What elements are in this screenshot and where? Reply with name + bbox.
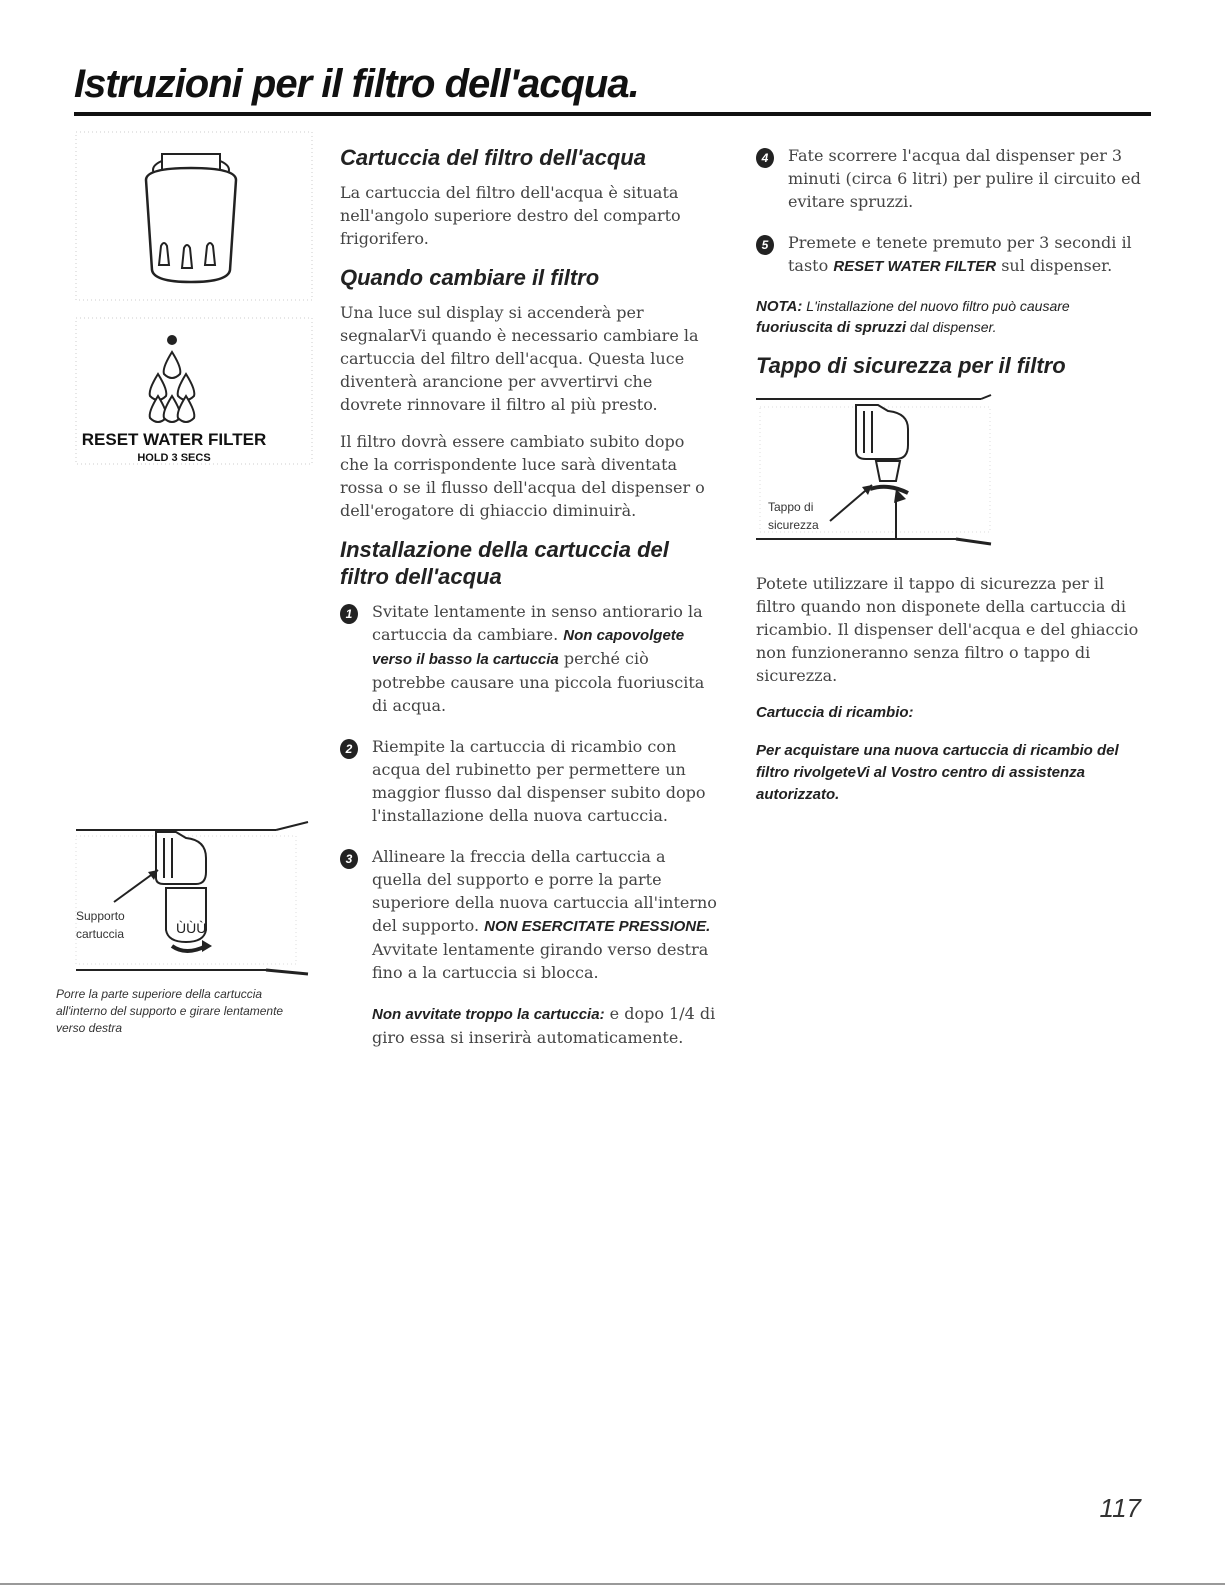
step4-text: Fate scorrere l'acqua dal dispenser per 3 minuti (circa 6 litri) per pulire il circuito ed evitare spruzzi. (788, 146, 1141, 211)
support-illustration-block (56, 818, 316, 1037)
text-quando-1: Una luce sul display si accenderà per segnalarVi quando è necessario cambiare la cartuccia del filtro dell'acqua. Questa luce diventerà arancione per avvertirvi che dovrete rinnovare il filtro al più presto. (340, 303, 699, 414)
page-number: 117 (1099, 1493, 1141, 1523)
reset-sub-label: HOLD 3 SECS (137, 452, 211, 464)
step-number-5: 5 (756, 235, 774, 255)
step3-text-a: Allineare la freccia della cartuccia a quella del supporto e porre la parte superiore della nuova cartuccia all'interno del supporto. (372, 847, 717, 935)
note-overtighten (340, 1002, 718, 1049)
nota-label: NOTA: (756, 298, 803, 315)
heading-cartuccia: Cartuccia del filtro dell'acqua (340, 145, 646, 170)
title-rule (74, 112, 1151, 116)
text-cartuccia: La cartuccia del filtro dell'acqua è situata nell'angolo superiore destro del comparto frigorifero. (340, 183, 681, 248)
step1-text-c: perché ciò potrebbe causare una piccola fuoriuscita di acqua. (372, 649, 705, 715)
step-number-2: 2 (340, 739, 358, 759)
cap-label-1: Tappo di (768, 500, 814, 514)
reset-label: RESET WATER FILTER (81, 430, 267, 449)
step-5 (756, 231, 1146, 278)
nota-text-2: dal dispenser. (906, 319, 997, 335)
heading-installazione: Installazione della cartuccia del filtro dell'acqua (340, 537, 669, 589)
heading-ricambio: Cartuccia di ricambio: (756, 704, 914, 721)
text-tappo: Potete utilizzare il tappo di sicurezza per il filtro quando non disponete della cartuccia di ricambio. Il dispenser dell'acqua e del ghiaccio non funzioneranno senza filtro o tappo di sicurezza. (756, 574, 1139, 685)
step-1 (340, 600, 718, 717)
svg-text:ÙÙÙ: ÙÙÙ (176, 920, 207, 936)
support-cartridge-illustration (56, 818, 311, 978)
step-number-1: 1 (340, 604, 358, 624)
step5-text-bold: RESET WATER FILTER (833, 258, 997, 275)
step-4 (756, 144, 1146, 213)
step-2 (340, 735, 718, 827)
nota-text-1: L'installazione del nuovo filtro può causare (802, 298, 1070, 314)
step3-text-c: Avvitate lentamente girando verso destra fino a la cartuccia si blocca. (372, 940, 709, 982)
support-label-2: cartuccia (76, 927, 125, 941)
safety-cap-illustration (756, 389, 1006, 554)
step3-text-bold: NON ESERCITATE PRESSIONE. (484, 918, 711, 935)
note-text: e dopo 1/4 di giro essa si inserirà automaticamente. (372, 1004, 716, 1047)
heading-tappo: Tappo di sicurezza per il filtro (756, 353, 1066, 378)
step2-text: Riempite la cartuccia di ricambio con acqua del rubinetto per permettere un maggior flusso dal dispenser subito dopo l'installazione della nuova cartuccia. (372, 737, 706, 825)
step-number-3: 3 (340, 849, 358, 869)
nota (756, 296, 1146, 338)
cap-label-2: sicurezza (768, 518, 819, 532)
step1-text-a: Svitate lentamente in senso antiorario la cartuccia da cambiare. (372, 602, 703, 644)
note-bold: Non avvitate troppo la cartuccia: (372, 1006, 605, 1023)
page-title: Istruzioni per il filtro dell'acqua. (74, 62, 639, 106)
left-illustrations (74, 130, 314, 470)
step-3 (340, 845, 718, 984)
middle-column (340, 144, 718, 1063)
support-label-1: Supporto (76, 909, 125, 923)
step-number-4: 4 (756, 148, 774, 168)
filter-cartridge-illustration (74, 130, 314, 302)
text-quando-2: Il filtro dovrà essere cambiato subito dopo che la corrispondente luce sarà diventata rossa o se il flusso dell'acqua del dispenser o dell'erogatore di ghiaccio diminuirà. (340, 432, 705, 520)
text-ricambio: Per acquistare una nuova cartuccia di ricambio del filtro rivolgeteVi al Vostro centro di assistenza autorizzato. (756, 742, 1119, 803)
reset-water-filter-icon (74, 316, 314, 466)
nota-bold: fuoriuscita di spruzzi (756, 319, 907, 336)
support-caption: Porre la parte superiore della cartuccia all'interno del supporto e girare lentamente verso destra (56, 987, 284, 1035)
step1-text-bold: Non capovolgete verso il basso la cartuccia (372, 627, 685, 668)
step5-text-a: Premete e tenete premuto per 3 secondi il tasto (788, 233, 1132, 275)
heading-quando: Quando cambiare il filtro (340, 265, 600, 290)
right-column (756, 144, 1146, 820)
step5-text-c: sul dispenser. (996, 256, 1113, 275)
